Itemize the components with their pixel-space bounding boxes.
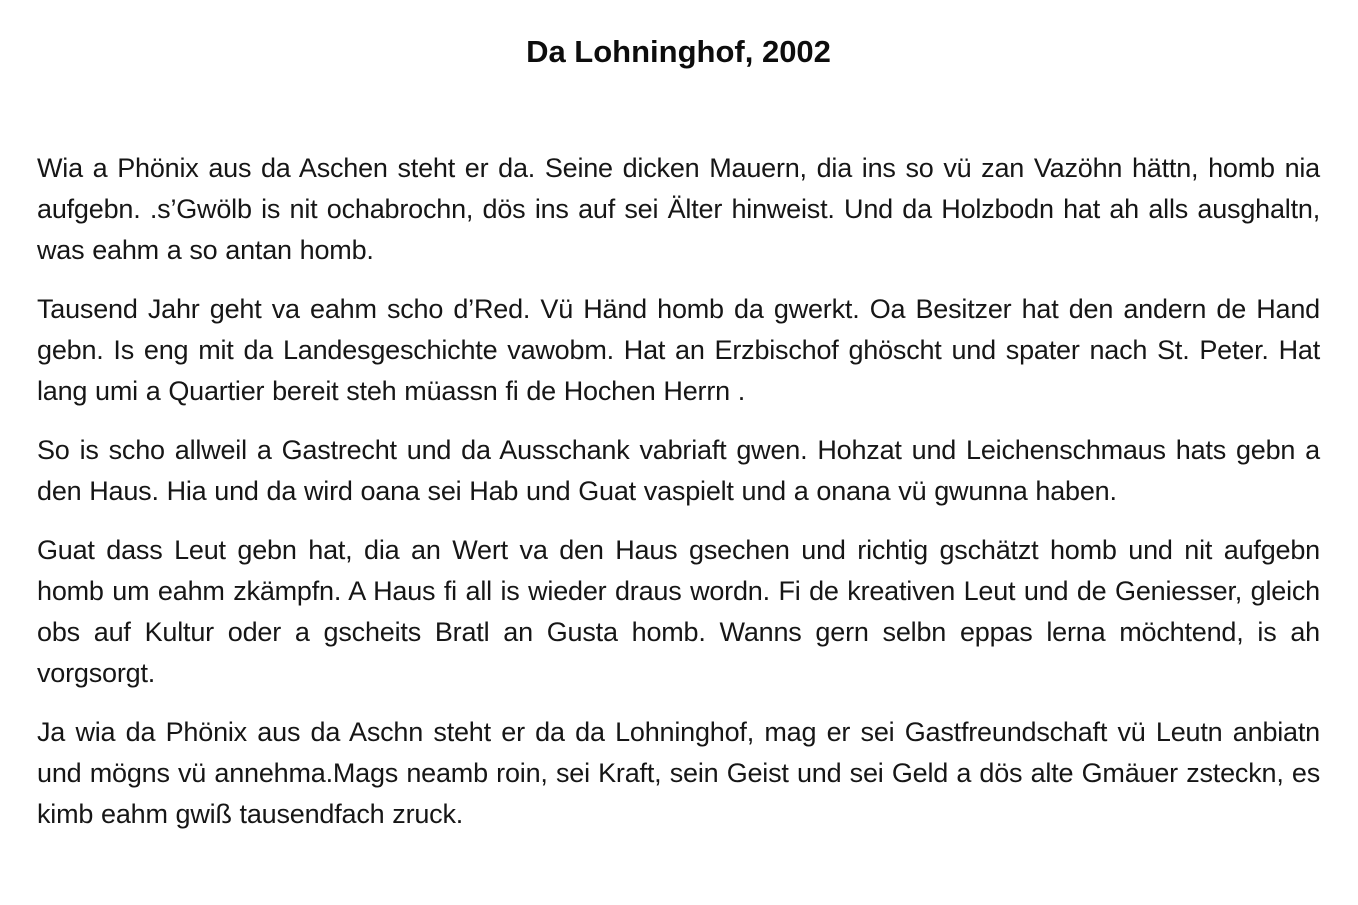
paragraph-4: Guat dass Leut gebn hat, dia an Wert va den Haus gsechen und richtig gschätzt homb und nit aufgebn homb um eahm zkämpfn. A Haus fi all is wieder draus wordn. Fi de kreativen Leut und de Geniesser, gleich obs auf Kultur oder a gscheits Bratl an Gusta homb. Wanns gern selbn eppas lerna möchtend, is ah vorgsorgt. bbox=[37, 535, 1320, 688]
paragraph-2: Tausend Jahr geht va eahm scho d’Red. Vü Händ homb da gwerkt. Oa Besitzer hat den andern de Hand gebn. Is eng mit da Landesgeschichte vawobm. Hat an Erzbischof ghöscht und spater nach St. Peter. Hat lang umi a Quartier bereit steh müassn fi de Hochen Herrn . bbox=[37, 294, 1320, 406]
paragraph-3: So is scho allweil a Gastrecht und da Ausschank vabriaft gwen. Hohzat und Leichenschmaus hats gebn a den Haus. Hia und da wird oana sei Hab und Guat vaspielt und a onana vü gwunna haben. bbox=[37, 435, 1320, 506]
document-title: Da Lohninghof, 2002 bbox=[526, 34, 831, 69]
paragraph-5: Ja wia da Phönix aus da Aschn steht er da da Lohninghof, mag er sei Gastfreundschaft vü Leutn anbiatn und mögns vü annehma.Mags neamb roin, sei Kraft, sein Geist und sei Geld a dös alte Gmäuer zsteckn, es kimb eahm gwiß tausendfach zruck. bbox=[37, 717, 1320, 829]
document-body bbox=[37, 148, 1320, 835]
paragraph-1: Wia a Phönix aus da Aschen steht er da. Seine dicken Mauern, dia ins so vü zan Vazöhn hättn, homb nia aufgebn. .s’Gwölb is nit ochabrochn, dös ins auf sei Älter hinweist. Und da Holzbodn hat ah alls ausghaltn, was eahm a so antan homb. bbox=[37, 153, 1320, 265]
